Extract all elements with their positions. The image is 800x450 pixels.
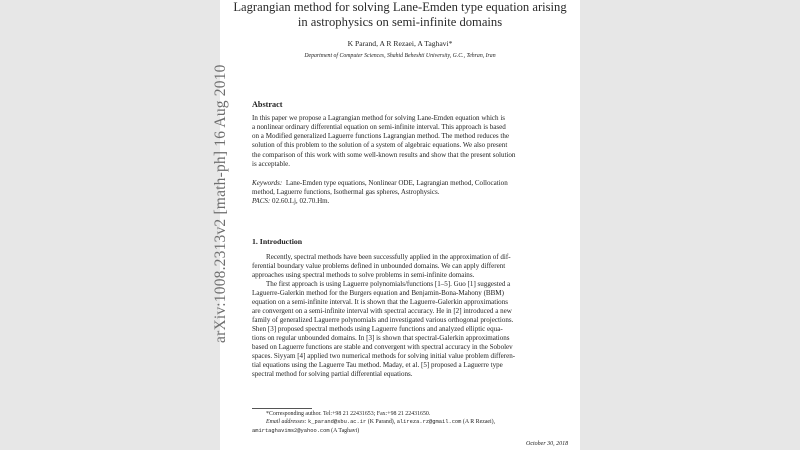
body-line: tions on regular unbounded domains. In [3] is shown that spectral-Galerkin approximations (252, 334, 510, 343)
pacs-value: 02.60.Lj, 02.70.Hm. (272, 197, 330, 206)
keywords-line: method, Laguerre functions, Isothermal gas spheres, Astrophysics. (252, 188, 440, 197)
keywords-text: Lane-Emden type equations, Nonlinear ODE, Lagrangian method, Collocation (285, 179, 508, 187)
paper-page (220, 0, 580, 450)
title-line-2: in astrophysics on semi-infinite domains (297, 14, 503, 29)
pacs-line (252, 197, 582, 206)
introduction-body (252, 253, 582, 379)
section-heading-introduction: 1. Introduction (252, 237, 303, 246)
body-line: Shen [3] proposed spectral methods using Laguerre functions and analyzed elliptic equa- (252, 325, 503, 334)
abstract-line: a nonlinear ordinary differential equation on semi-infinite interval. This approach is based (252, 123, 506, 132)
body-line: approaches using spectral methods to solve problems in semi-infinite domains. (252, 271, 475, 280)
body-line: Recently, spectral methods have been successfully applied in the approximation of dif- (266, 253, 511, 261)
email-link-taghavi[interactable]: amirtaghavims2@yahoo.com (252, 427, 330, 434)
abstract-line: solution of this problem to the solution of a system of algebraic equations. We also present (252, 141, 508, 150)
paper-affiliation: Department of Computer Sciences, Shahid Beheshti University, G.C., Tehran, Iran (304, 53, 496, 59)
body-line: tial equations using the Laguerre Tau method. Maday, et al. [5] proposed a Laguerre type (252, 361, 503, 370)
body-line: spectral method for solving partial differential equations. (252, 370, 413, 379)
email-name-rezaei: (A R Rezaei), (462, 419, 496, 426)
body-line: family of generalized Laguerre polynomials and investigated various orthogonal projections. (252, 316, 514, 325)
corresponding-author-note: *Corresponding author. Tel:+98 21 22431653; Fax:+98 21 22431650. (266, 411, 431, 417)
abstract-line: the comparison of this work with some well-known results and show that the present solution (252, 150, 516, 159)
abstract-line: In this paper we propose a Lagrangian method for solving Lane-Emden equation which is (252, 114, 506, 122)
body-line: are convergent on a semi-infinite interval with spectral accuracy. He in [2] introduced a new (252, 307, 512, 316)
keywords-line (252, 179, 582, 188)
pacs-label: PACS: (252, 197, 271, 206)
abstract-heading: Abstract (252, 100, 283, 109)
abstract-line: on a Modified generalized Laguerre functions Lagrangian method. The method reduces the (252, 132, 509, 141)
title-line-1: Lagrangian method for solving Lane-Emden type equation arising (233, 0, 567, 14)
email-link-parand[interactable]: k_parand@sbu.ac.ir (308, 419, 367, 426)
arxiv-identifier: arXiv:1008.2313v2 [math-ph] 16 Aug 2010 (212, 64, 229, 343)
body-line: based on Laguerre functions are stable and convergent with spectral accuracy in the Sobolev (252, 343, 513, 352)
body-line: ferential boundary value problems defined in unbounded domains. We can apply different (252, 262, 506, 271)
email-line (252, 427, 582, 435)
body-line: Laguerre-Galerkin method for the Burgers equation and Benjamin-Bona-Mahony (BBM) (252, 289, 504, 298)
keywords-label: Keywords: (252, 179, 283, 187)
keywords-block (252, 179, 582, 206)
email-name-taghavi: (A Taghavi) (331, 427, 360, 434)
document-date: October 30, 2018 (526, 441, 569, 447)
body-line: equation on a semi-infinite interval. It is shown that the Laguerre-Galerkin approximations (252, 298, 508, 307)
paper-title (220, 0, 580, 29)
email-label: Email addresses: (266, 419, 307, 426)
abstract-line: is acceptable. (252, 159, 290, 168)
email-name-parand: (K Parand), (367, 419, 396, 426)
body-line: spaces. Siyyam [4] applied two numerical methods for solving initial value problem differen- (252, 352, 516, 361)
footnote (252, 410, 582, 435)
abstract-body (252, 114, 581, 169)
email-link-rezaei[interactable]: alireza.rz@gmail.com (396, 419, 462, 426)
email-line (252, 418, 582, 426)
footnote-rule (252, 408, 312, 409)
paper-authors: K Parand, A R Rezaei, A Taghavi* (347, 39, 453, 48)
body-line: The first approach is using Laguerre polynomials/functions [1–5]. Guo [1] suggested a (266, 280, 511, 289)
